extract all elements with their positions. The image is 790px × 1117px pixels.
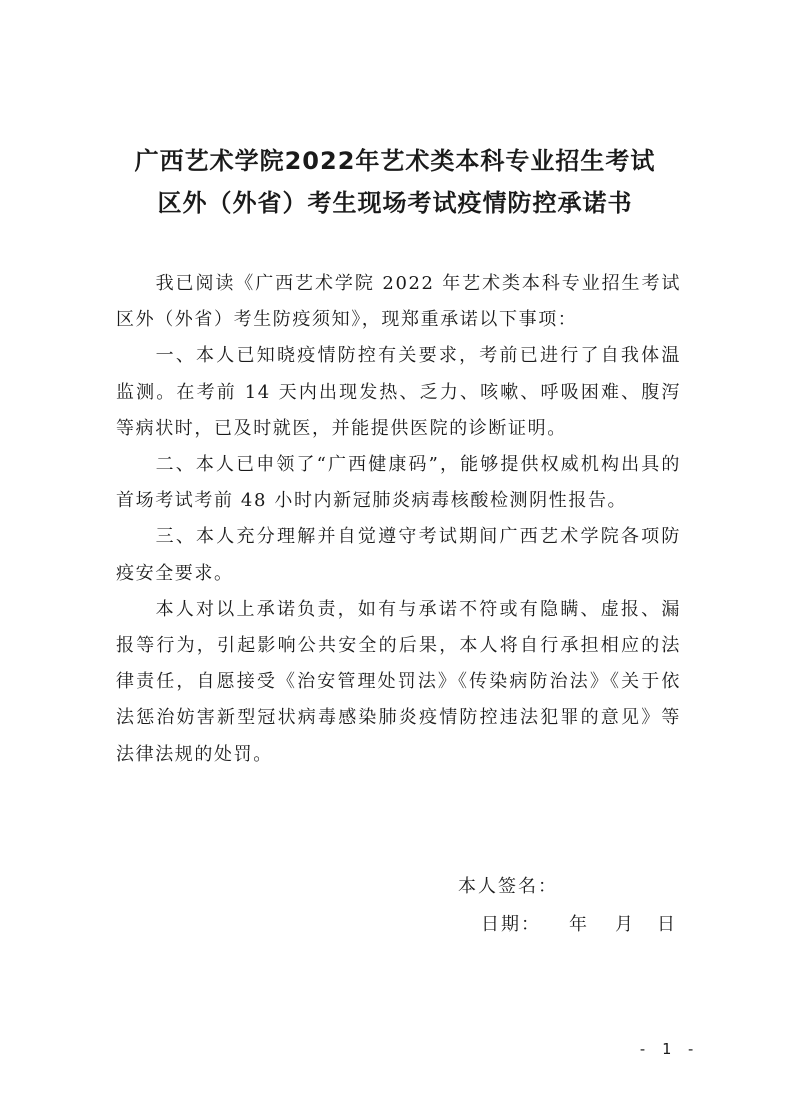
page-number: - 1 -	[638, 1040, 699, 1058]
closing-paragraph: 本人对以上承诺负责，如有与承诺不符或有隐瞒、虚报、漏报等行为，引起影响公共安全的后果，本人将自行承担相应的法律责任，自愿接受《治安管理处罚法》《传染病防治法》《关于依法惩治妨害新型冠状病毒感染肺炎疫情防控违法犯罪的意见》等法律法规的处罚。	[116, 598, 681, 765]
date-day-label: 日	[657, 914, 677, 935]
document-title-line-1: 广西艺术学院2022年艺术类本科专业招生考试	[134, 147, 656, 175]
date-month-label: 月	[615, 914, 635, 935]
signature-label: 本人签名：	[458, 876, 558, 897]
signature-line	[458, 872, 558, 898]
date-line	[481, 910, 677, 936]
intro-paragraph: 我已阅读《广西艺术学院 2022 年艺术类本科专业招生考试区外（外省）考生防疫须知》，现郑重承诺以下事项：	[116, 273, 681, 331]
commitment-item-2: 二、本人已申领了“广西健康码”，能够提供权威机构出具的首场考试考前 48 小时内新冠肺炎病毒核酸检测阴性报告。	[116, 454, 681, 512]
commitment-item-3: 三、本人充分理解并自觉遵守考试期间广西艺术学院各项防疫安全要求。	[116, 526, 681, 584]
commitment-item-1: 一、本人已知晓疫情防控有关要求，考前已进行了自我体温监测。在考前 14 天内出现发热、乏力、咳嗽、呼吸困难、腹泻等病状时，已及时就医，并能提供医院的诊断证明。	[116, 345, 681, 439]
document-title-line-2: 区外（外省）考生现场考试疫情防控承诺书	[157, 189, 633, 217]
document-body	[116, 266, 681, 773]
date-year-label: 年	[569, 914, 589, 935]
date-label: 日期：	[481, 914, 541, 935]
